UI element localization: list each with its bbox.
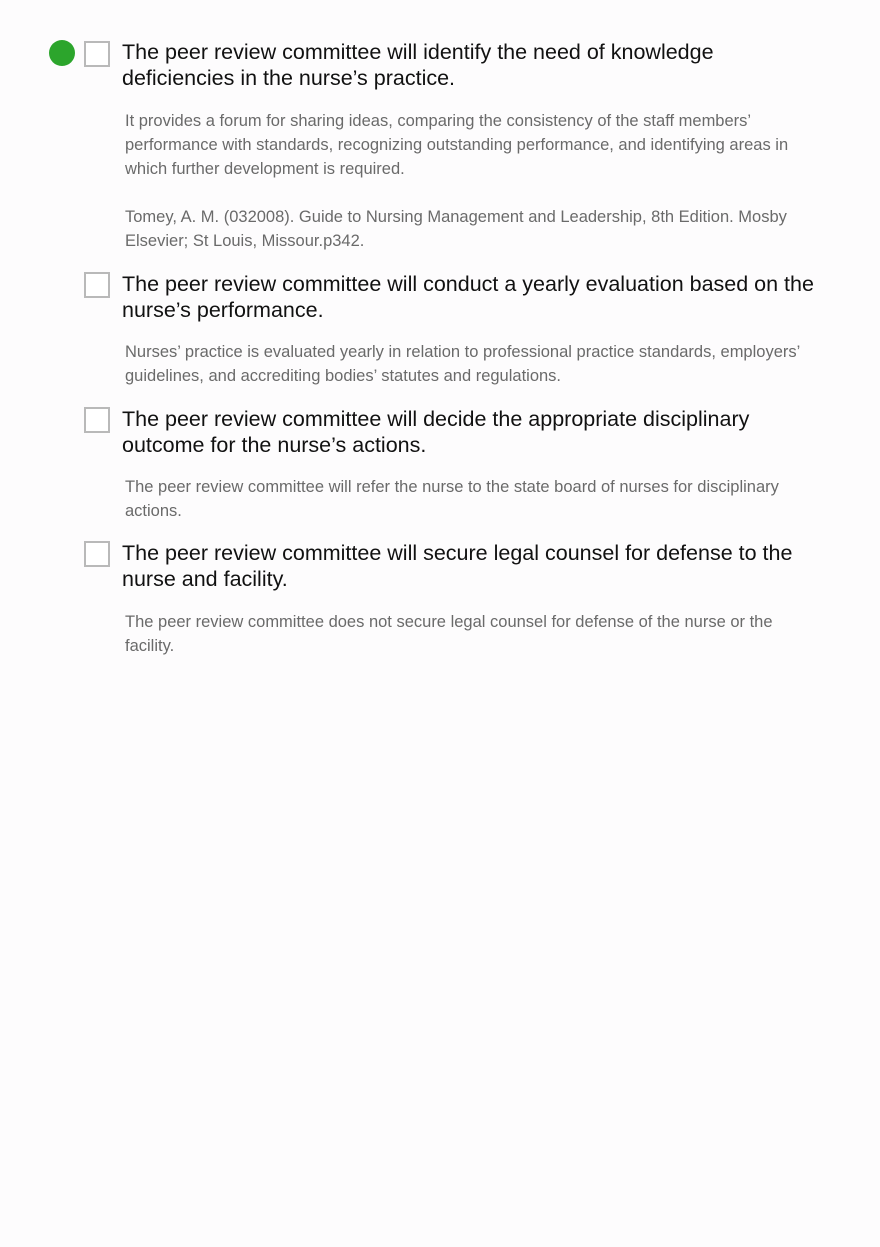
option-explanation: Nurses’ practice is evaluated yearly in relation to professional practice standards, employers’ guidelines, and accrediting bodies’ statutes and regulations.: [125, 343, 800, 385]
option-text: The peer review committee will decide the appropriate disciplinary outcome for the nurse’s actions.: [122, 407, 750, 457]
option-explanation: The peer review committee will refer the nurse to the state board of nurses for disciplinary actions.: [125, 478, 779, 520]
correct-answer-indicator-icon: [49, 40, 75, 66]
option-reference: Tomey, A. M. (032008). Guide to Nursing Management and Leadership, 8th Edition. Mosby Elsevier; St Louis, Missour.p342.: [125, 208, 787, 250]
option-checkbox[interactable]: [84, 541, 110, 567]
option-checkbox[interactable]: [84, 272, 110, 298]
option-text: The peer review committee will conduct a yearly evaluation based on the nurse’s performance.: [122, 272, 814, 322]
option-text: The peer review committee will secure legal counsel for defense to the nurse and facility.: [122, 541, 793, 591]
option-explanation: It provides a forum for sharing ideas, comparing the consistency of the staff members’ performance with standards, recognizing outstanding performance, and identifying areas in which further development is required.: [125, 112, 789, 178]
option-checkbox[interactable]: [84, 41, 110, 67]
option-checkbox[interactable]: [84, 407, 110, 433]
option-text: The peer review committee will identify the need of knowledge deficiencies in the nurse’s practice.: [122, 40, 714, 90]
option-explanation: The peer review committee does not secure legal counsel for defense of the nurse or the facility.: [125, 613, 773, 655]
